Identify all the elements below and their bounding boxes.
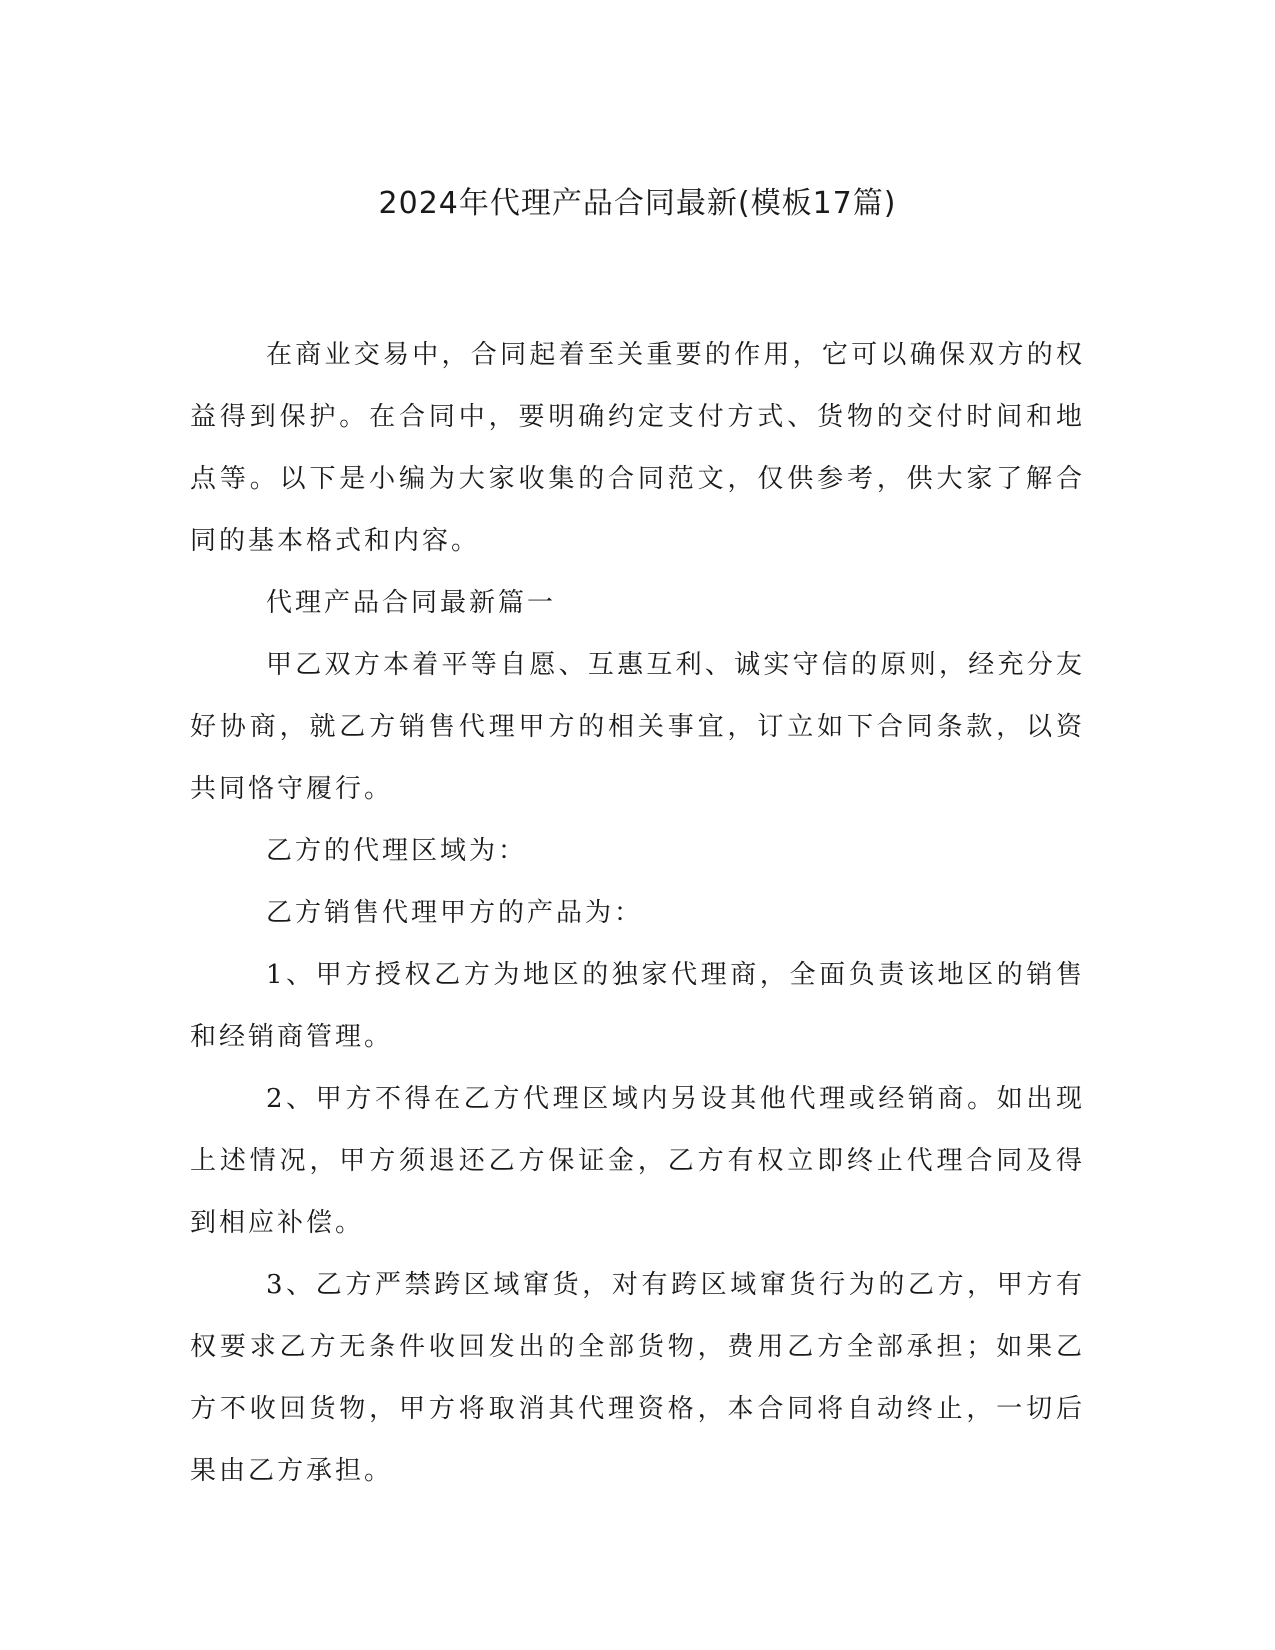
paragraph-preamble: 甲乙双方本着平等自愿、互惠互利、诚实守信的原则，经充分友好协商，就乙方销售代理甲方的相关事宜，订立如下合同条款，以资共同恪守履行。 xyxy=(190,650,1085,804)
paragraph-agency-region: 乙方的代理区域为： xyxy=(266,836,528,866)
document-title: 2024年代理产品合同最新(模板17篇) xyxy=(378,186,897,221)
section-heading: 代理产品合同最新篇一 xyxy=(266,588,557,618)
clause-3: 3、乙方严禁跨区域窜货，对有跨区域窜货行为的乙方，甲方有权要求乙方无条件收回发出的全部货物，费用乙方全部承担；如果乙方不收回货物，甲方将取消其代理资格，本合同将自动终止，一切后果由乙方承担。 xyxy=(190,1270,1085,1486)
document-body xyxy=(190,324,1085,1502)
paragraph-intro: 在商业交易中，合同起着至关重要的作用，它可以确保双方的权益得到保护。在合同中，要明确约定支付方式、货物的交付时间和地点等。以下是小编为大家收集的合同范文，仅供参考，供大家了解合同的基本格式和内容。 xyxy=(190,340,1085,556)
clause-2: 2、甲方不得在乙方代理区域内另设其他代理或经销商。如出现上述情况，甲方须退还乙方保证金，乙方有权立即终止代理合同及得到相应补偿。 xyxy=(190,1084,1085,1238)
clause-1: 1、甲方授权乙方为地区的独家代理商，全面负责该地区的销售和经销商管理。 xyxy=(190,960,1085,1052)
paragraph-agency-products: 乙方销售代理甲方的产品为： xyxy=(266,898,644,928)
